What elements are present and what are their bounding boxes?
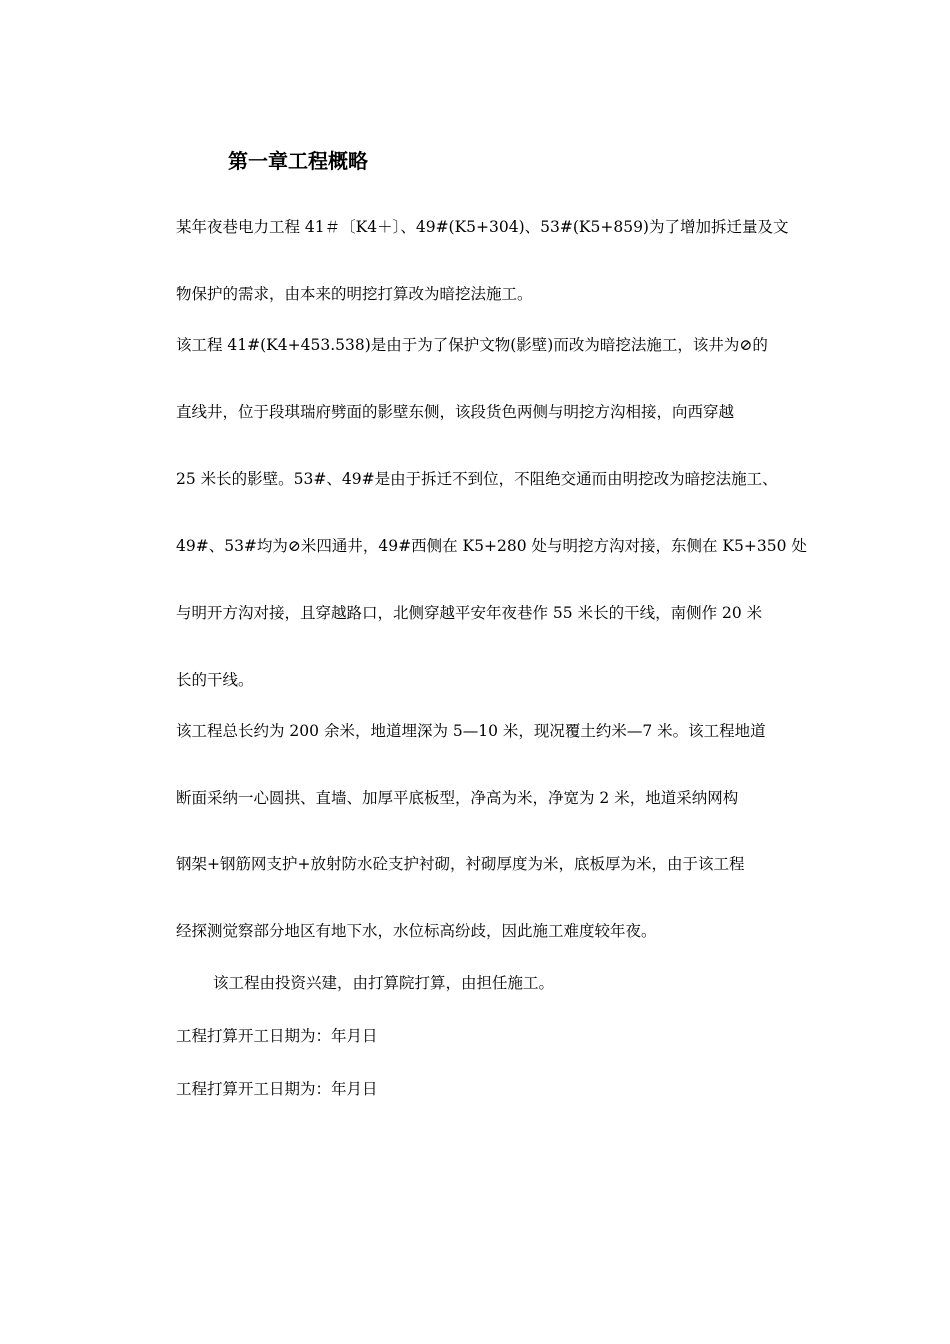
paragraph-line: 25 米长的影壁。53#、49#是由于拆迁不到位，不阻绝交通而由明挖改为暗挖法施工、	[176, 470, 778, 488]
paragraph-line: 某年夜巷电力工程 41＃〔K4＋〕、49#(K5+304)、53#(K5+859)为了增加拆迁量及文	[176, 218, 789, 236]
paragraph-line: 直线井，位于段琪瑞府劈面的影壁东侧，该段货色两侧与明挖方沟相接，向西穿越	[176, 403, 735, 421]
paragraph-line: 该工程总长约为 200 余米，地道埋深为 5—10 米，现况覆土约米—7 米。该工程地道	[176, 722, 766, 740]
paragraph-line: 该工程 41#(K4+453.538)是由于为了保护文物(影壁)而改为暗挖法施工，该井为⊘的	[176, 336, 768, 354]
paragraph-line: 长的干线。	[176, 671, 254, 689]
paragraph-line: 经探测觉察部分地区有地下水，水位标高纷歧，因此施工难度较年夜。	[176, 922, 657, 940]
paragraph-line: 该工程由投资兴建，由打算院打算，由担任施工。	[213, 974, 555, 992]
paragraph-line: 物保护的需求，由本来的明挖打算改为暗挖法施工。	[176, 285, 533, 303]
paragraph-line: 工程打算开工日期为：年月日	[176, 1080, 378, 1098]
paragraph-line: 49#、53#均为⊘米四通井，49#西侧在 K5+280 处与明挖方沟对接，东侧在 K5+350 处	[176, 537, 807, 555]
paragraph-line: 与明开方沟对接，且穿越路口，北侧穿越平安年夜巷作 55 米长的干线，南侧作 20 米	[176, 604, 763, 622]
chapter-title: 第一章工程概略	[228, 149, 368, 173]
paragraph-line: 钢架+钢筋网支护+放射防水砼支护衬砌，衬砌厚度为米，底板厚为米，由于该工程	[176, 855, 745, 873]
paragraph-line: 工程打算开工日期为：年月日	[176, 1027, 378, 1045]
paragraph-line: 断面采纳一心圆拱、直墙、加厚平底板型，净高为米，净宽为 2 米，地道采纳网构	[176, 789, 739, 807]
